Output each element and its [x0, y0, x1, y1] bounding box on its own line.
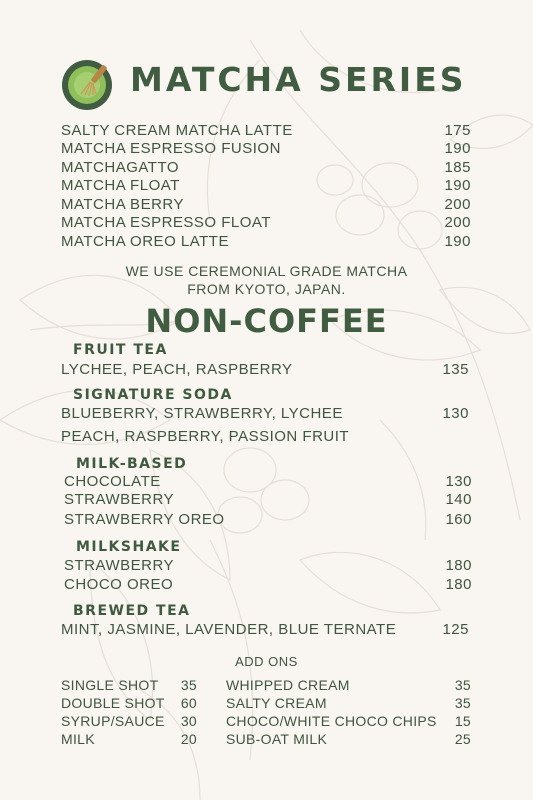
menu-item: LYCHEE, PEACH, RASPBERRY 135: [61, 361, 469, 378]
addon-name: WHIPPED CREAM: [226, 677, 350, 693]
milk-based-heading: MILK-BASED: [76, 456, 188, 472]
addon-price: 15: [454, 713, 471, 729]
addon-price: 35: [180, 677, 197, 693]
matcha-note-line-2: FROM KYOTO, JAPAN.: [187, 281, 346, 297]
menu-item: CHOCOLATE 130: [64, 473, 472, 490]
menu-item: MATCHA ESPRESSO FLOAT 200: [61, 214, 471, 231]
addon-price: 35: [454, 695, 471, 711]
addon-name: SALTY CREAM: [226, 695, 327, 711]
non-coffee-title: NON-COFFEE: [145, 302, 388, 340]
fruit-tea-heading: FRUIT TEA: [73, 342, 168, 358]
menu-item: MATCHA OREO LATTE 190: [61, 233, 471, 250]
matcha-note-line-1: WE USE CEREMONIAL GRADE MATCHA: [125, 263, 408, 279]
menu-item: MATCHA FLOAT 190: [61, 177, 471, 194]
menu-item: MATCHA BERRY 200: [61, 196, 471, 213]
addon-price: 60: [180, 695, 197, 711]
menu-item: SALTY CREAM MATCHA LATTE 175: [61, 122, 471, 139]
matcha-whisk-bowl-icon: [60, 54, 118, 112]
addon-price: 20: [180, 731, 197, 747]
brewed-tea-heading: BREWED TEA: [73, 603, 191, 619]
addon-name: SUB-OAT MILK: [226, 731, 328, 747]
menu-item: MATCHA ESPRESSO FUSION 190: [61, 140, 471, 157]
milkshake-heading: MILKSHAKE: [76, 539, 182, 555]
matcha-series-title: MATCHA SERIES: [130, 60, 467, 99]
addon-price: 30: [180, 713, 197, 729]
menu-item: MINT, JASMINE, LAVENDER, BLUE TERNATE 125: [61, 621, 469, 638]
addon-name: CHOCO/WHITE CHOCO CHIPS: [226, 713, 437, 729]
menu-item: PEACH, RASPBERRY, PASSION FRUIT: [61, 428, 350, 445]
addon-name: MILK: [61, 731, 95, 747]
addon-price: 35: [454, 677, 471, 693]
menu-item: MATCHAGATTO 185: [61, 159, 471, 176]
addon-name: SINGLE SHOT: [61, 677, 159, 693]
add-ons-title: ADD ONS: [235, 654, 298, 669]
menu-item: BLUEBERRY, STRAWBERRY, LYCHEE 130: [61, 405, 469, 422]
signature-soda-heading: SIGNATURE SODA: [73, 387, 233, 403]
menu-item: STRAWBERRY OREO 160: [64, 511, 472, 528]
addon-name: DOUBLE SHOT: [61, 695, 165, 711]
menu-item: CHOCO OREO 180: [64, 576, 472, 593]
addon-name: SYRUP/SAUCE: [61, 713, 165, 729]
menu-item: STRAWBERRY 140: [64, 491, 472, 508]
addon-price: 25: [454, 731, 471, 747]
menu-item: STRAWBERRY 180: [64, 557, 472, 574]
